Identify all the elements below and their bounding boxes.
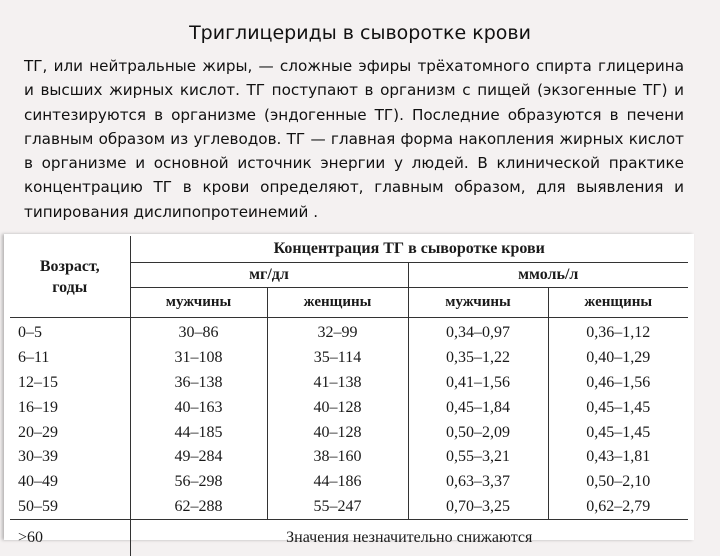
women-mmol-cell: 0,43–1,81 — [586, 448, 651, 466]
men-mmol-cell: 0,34–0,97 — [408, 318, 548, 346]
table-row — [10, 495, 688, 520]
table-row — [10, 318, 688, 346]
table-row — [10, 395, 688, 420]
women-mg-cell: 55–247 — [267, 495, 408, 520]
women-mmol-cell: 0,50–2,10 — [586, 473, 651, 491]
women-mmol-cell: 0,45–1,45 — [586, 398, 651, 416]
men-mg-header: мужчины — [130, 288, 267, 318]
table-image-panel — [4, 234, 694, 547]
table-row — [10, 470, 688, 495]
page-title: Триглицериды в сыворотке крови — [189, 22, 531, 44]
unit-mg-header: мг/дл — [130, 263, 408, 288]
men-mmol-cell: 0,63–3,37 — [408, 470, 548, 495]
men-mmol-cell: 0,55–3,21 — [408, 445, 548, 470]
table-row — [10, 445, 688, 470]
last-age-cell: >60 — [10, 520, 130, 556]
unit-mmol-header: ммоль/л — [408, 263, 688, 288]
age-cell: 0–5 — [10, 318, 130, 346]
table-row — [10, 371, 688, 396]
women-mg-cell: 38–160 — [267, 445, 408, 470]
women-mg-cell: 32–99 — [267, 318, 408, 346]
men-mg-cell: 56–298 — [130, 470, 267, 495]
age-cell: 20–29 — [10, 420, 130, 445]
men-mmol-header: мужчины — [408, 288, 548, 318]
age-cell: 12–15 — [10, 371, 130, 396]
men-mg-cell: 30–86 — [130, 318, 267, 346]
men-mg-cell: 49–284 — [130, 445, 267, 470]
women-mmol-cell: 0,46–1,56 — [586, 373, 651, 391]
triglyceride-table — [10, 236, 688, 556]
women-mg-cell: 40–128 — [267, 420, 408, 445]
women-mg-cell: 35–114 — [267, 346, 408, 371]
age-cell: 50–59 — [10, 495, 130, 520]
women-mg-cell: 44–186 — [267, 470, 408, 495]
age-header-line1: Возраст, — [39, 257, 100, 275]
women-mmol-cell: 0,62–2,79 — [586, 497, 651, 515]
group-header: Концентрация ТГ в сыворотке крови — [130, 236, 688, 263]
age-cell: 6–11 — [10, 346, 130, 371]
men-mg-cell: 62–288 — [130, 495, 267, 520]
men-mmol-cell: 0,50–2,09 — [408, 420, 548, 445]
table-body — [10, 318, 688, 520]
men-mg-cell: 40–163 — [130, 395, 267, 420]
intro-paragraph: ТГ, или нейтральные жиры, — сложные эфиры трёхатомного спирта глицерина и высших жирных кислот. ТГ поступают в организм с пищей (экзогенные ТГ) и синтезируются в организме (эндогенные ТГ). Последние образуются в печени главным образом из углеводов. ТГ — главная форма накопления жирных кислот в организме и основной источник энергии у людей. В клинической практике концентрацию ТГ в крови определяют, главным образом, для выявления и типирования дислипопротеинемий . — [24, 57, 684, 221]
men-mg-cell: 36–138 — [130, 371, 267, 396]
table-row — [10, 346, 688, 371]
last-note-cell: Значения незначительно снижаются — [130, 520, 688, 556]
men-mg-cell: 44–185 — [130, 420, 267, 445]
women-mmol-cell: 0,45–1,45 — [586, 423, 651, 441]
men-mmol-cell: 0,41–1,56 — [408, 371, 548, 396]
age-column-header — [10, 236, 130, 318]
age-cell: 40–49 — [10, 470, 130, 495]
men-mg-cell: 31–108 — [130, 346, 267, 371]
women-mg-cell: 40–128 — [267, 395, 408, 420]
men-mmol-cell: 0,45–1,84 — [408, 395, 548, 420]
age-header-line2: годы — [52, 278, 88, 296]
women-mmol-cell: 0,36–1,12 — [586, 324, 651, 342]
table-row — [10, 420, 688, 445]
men-mmol-cell: 0,70–3,25 — [408, 495, 548, 520]
women-mmol-cell: 0,40–1,29 — [586, 349, 651, 367]
age-cell: 16–19 — [10, 395, 130, 420]
women-mmol-header: женщины — [548, 288, 688, 318]
men-mmol-cell: 0,35–1,22 — [408, 346, 548, 371]
women-mg-cell: 41–138 — [267, 371, 408, 396]
women-mg-header: женщины — [267, 288, 408, 318]
age-cell: 30–39 — [10, 445, 130, 470]
